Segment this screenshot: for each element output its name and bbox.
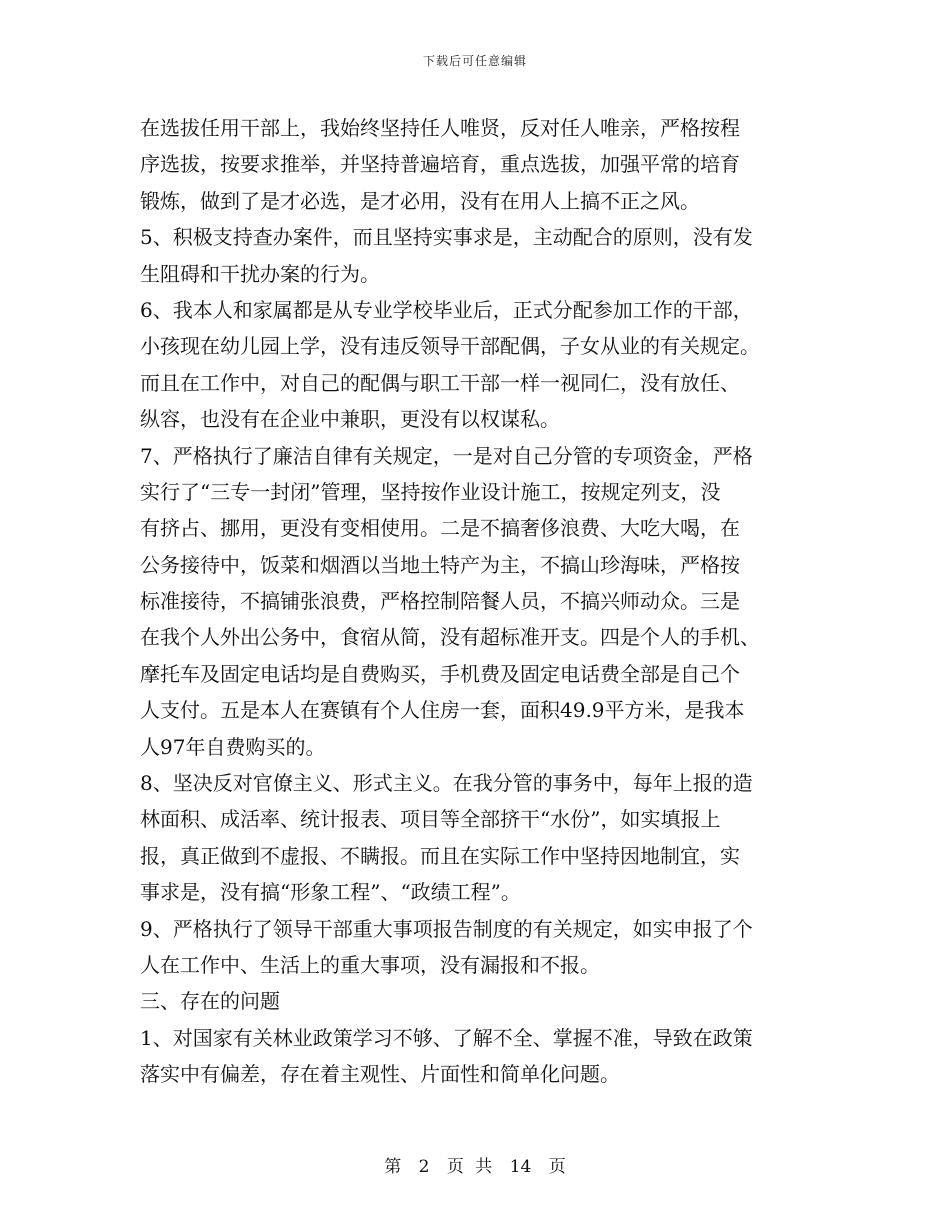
footer-prefix: 第 <box>384 1157 402 1177</box>
page-number: 2 <box>418 1157 430 1177</box>
total-pages: 14 <box>509 1157 532 1177</box>
text-line: 公务接待中，饭菜和烟酒以当地土特产为主，不搞山珍海味，严格按 <box>140 552 740 577</box>
text-line: 事求是，没有搞“形象工程”、“政绩工程”。 <box>140 880 521 905</box>
text-line: 人支付。五是本人在赛镇有个人住房一套，面积49.9平方米，是我本 <box>140 698 745 723</box>
text-line: 落实中有偏差，存在着主观性、片面性和简单化问题。 <box>140 1062 620 1087</box>
text-line: 6、我本人和家属都是从专业学校毕业后，正式分配参加工作的干部， <box>140 297 753 322</box>
text-line: 林面积、成活率、统计报表、项目等全部挤干“水份”，如实填报上 <box>140 807 721 832</box>
text-line: 1、对国家有关林业政策学习不够、了解不全、掌握不准，导致在政策 <box>140 1025 753 1050</box>
page-footer <box>0 1152 950 1177</box>
footer-middle: 页 共 <box>446 1157 493 1177</box>
text-line: 而且在工作中，对自己的配偶与职工干部一样一视同仁，没有放任、 <box>140 370 740 395</box>
section-heading: 三、存在的问题 <box>140 989 280 1014</box>
text-line: 纵容，也没有在企业中兼职，更没有以权谋私。 <box>140 407 560 432</box>
text-line: 有挤占、挪用，更没有变相使用。二是不搞奢侈浪费、大吃大喝，在 <box>140 516 740 541</box>
footer-suffix: 页 <box>548 1157 566 1177</box>
text-line: 8、坚决反对官僚主义、形式主义。在我分管的事务中，每年上报的造 <box>140 771 753 796</box>
text-line: 摩托车及固定电话均是自费购买，手机费及固定电话费全部是自己个 <box>140 661 740 686</box>
text-line: 报，真正做到不虚报、不瞒报。而且在实际工作中坚持因地制宜，实 <box>140 843 740 868</box>
text-line: 锻炼，做到了是才必选，是才必用，没有在用人上搞不正之风。 <box>140 188 700 213</box>
text-line: 5、积极支持查办案件，而且坚持实事求是，主动配合的原则，没有发 <box>140 225 753 250</box>
text-line: 人在工作中、生活上的重大事项，没有漏报和不报。 <box>140 952 600 977</box>
text-line: 9、严格执行了领导干部重大事项报告制度的有关规定，如实申报了个 <box>140 916 753 941</box>
text-line: 小孩现在幼儿园上学，没有违反领导干部配偶，子女从业的有关规定。 <box>140 334 760 359</box>
page-header: 下载后可任意编辑 <box>422 54 527 68</box>
text-line: 序选拔，按要求推举，并坚持普遍培育，重点选拔，加强平常的培育 <box>140 152 740 177</box>
text-line: 在选拔任用干部上，我始终坚持任人唯贤，反对任人唯亲，严格按程 <box>140 116 740 140</box>
text-line: 7、严格执行了廉洁自律有关规定，一是对自己分管的专项资金，严格 <box>140 443 753 468</box>
text-line: 生阻碍和干扰办案的行为。 <box>140 261 380 286</box>
text-line: 标准接待，不搞铺张浪费，严格控制陪餐人员，不搞兴师动众。三是 <box>140 589 740 614</box>
text-line: 实行了“三专一封闭”管理，坚持按作业设计施工，按规定列支，没 <box>140 479 721 504</box>
text-line: 在我个人外出公务中，食宿从简，没有超标准开支。四是个人的手机、 <box>140 625 760 650</box>
text-line: 人97年自费购买的。 <box>140 734 326 759</box>
document-body <box>140 110 820 1093</box>
